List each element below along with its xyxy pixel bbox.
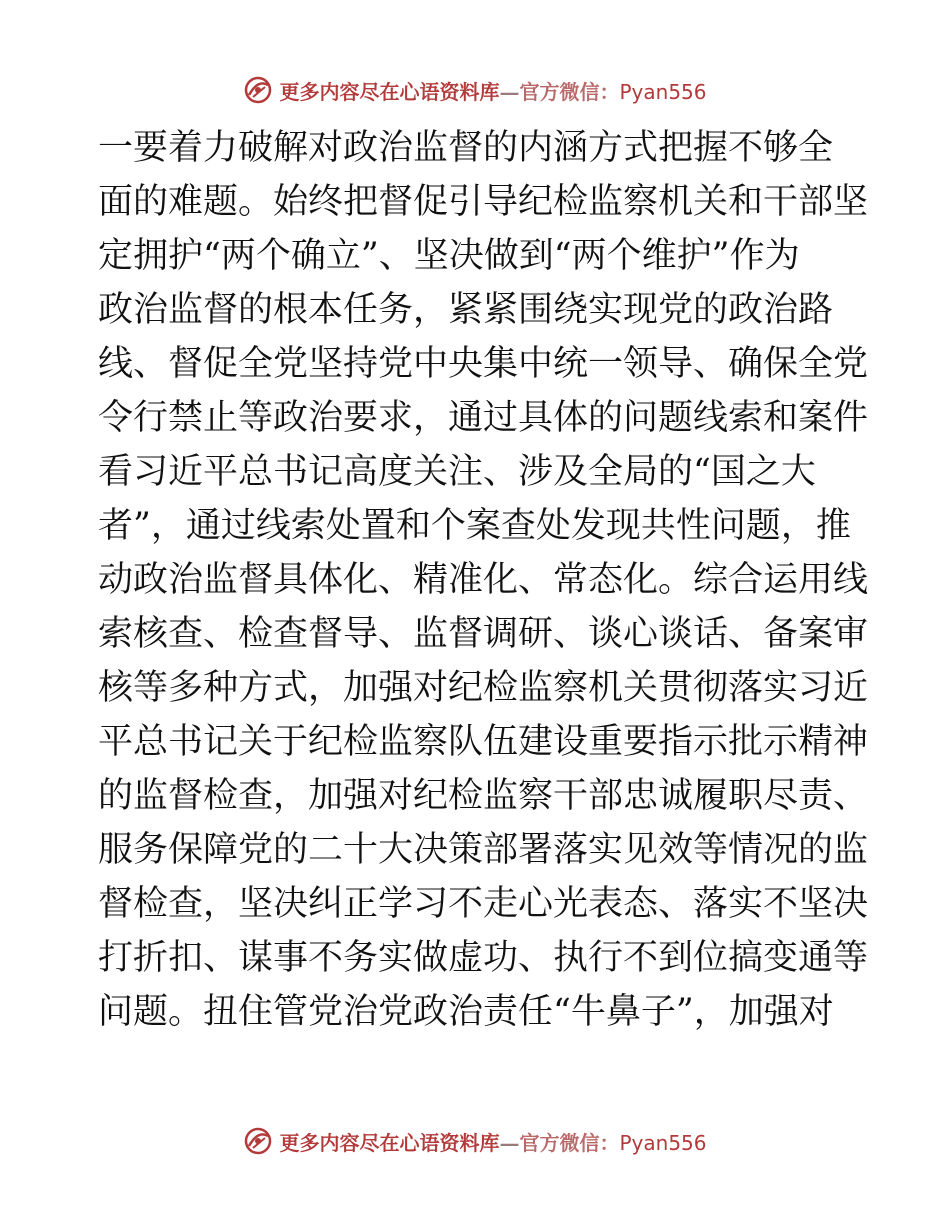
watermark-text xyxy=(279,1127,706,1156)
body-line: 服务保障党的二十大决策部署落实见效等情况的监 xyxy=(98,830,869,870)
body-line: 打折扣、谋事不务实做虚功、执行不到位搞变通等 xyxy=(98,938,869,978)
body-line: 的监督检查，加强对纪检监察干部忠诚履职尽责、 xyxy=(98,776,869,816)
footer-watermark-banner xyxy=(0,1121,950,1161)
watermark-separator: — xyxy=(499,79,520,104)
body-line: 面的难题。始终把督促引导纪检监察机关和干部坚 xyxy=(98,182,869,222)
body-line: 定拥护“两个确立”、坚决做到“两个维护”作为 xyxy=(98,236,800,276)
body-line: 者”，通过线索处置和个案查处发现共性问题，推 xyxy=(98,506,851,546)
book-quill-logo-icon xyxy=(243,1126,273,1156)
watermark-wechat-label: 官方微信： xyxy=(519,79,620,104)
body-line: 线、督促全党坚持党中央集中统一领导、确保全党 xyxy=(98,344,869,384)
body-line: 问题。扭住管党治党政治责任“牛鼻子”，加强对 xyxy=(98,992,834,1032)
watermark-wechat-id: Pyan556 xyxy=(619,1130,707,1155)
body-line: 核等多种方式，加强对纪检监察机关贯彻落实习近 xyxy=(98,668,869,708)
watermark-site-name: 更多内容尽在心语资料库 xyxy=(279,79,500,104)
body-line: 督检查，坚决纠正学习不走心光表态、落实不坚决 xyxy=(98,884,869,924)
watermark-wechat-label: 官方微信： xyxy=(519,1130,620,1155)
book-quill-logo-icon xyxy=(243,75,273,105)
watermark-site-name: 更多内容尽在心语资料库 xyxy=(279,1130,500,1155)
body-line: 政治监督的根本任务，紧紧围绕实现党的政治路 xyxy=(98,290,834,330)
watermark-separator: — xyxy=(499,1130,520,1155)
body-line: 看习近平总书记高度关注、涉及全局的“国之大 xyxy=(98,452,816,492)
header-watermark-banner xyxy=(0,70,950,110)
body-line: 令行禁止等政治要求，通过具体的问题线索和案件 xyxy=(98,398,869,438)
body-line: 动政治监督具体化、精准化、常态化。综合运用线 xyxy=(98,560,869,600)
body-line: 索核查、检查督导、监督调研、谈心谈话、备案审 xyxy=(98,614,869,654)
watermark-wechat-id: Pyan556 xyxy=(619,79,707,104)
body-line: 一要着力破解对政治监督的内涵方式把握不够全 xyxy=(98,128,834,168)
body-line: 平总书记关于纪检监察队伍建设重要指示批示精神 xyxy=(98,722,869,762)
watermark-text xyxy=(279,76,706,105)
